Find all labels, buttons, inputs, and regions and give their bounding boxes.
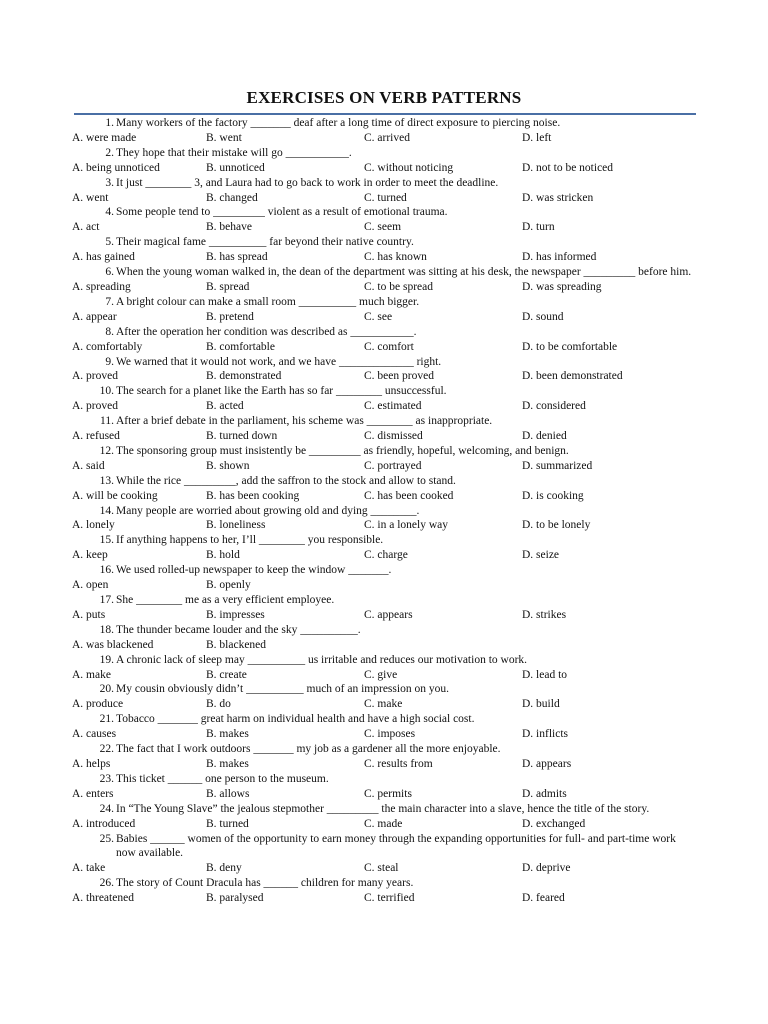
question-stem (72, 742, 692, 757)
answer-options (72, 578, 692, 593)
question-stem (72, 593, 692, 608)
answer-options (72, 861, 692, 876)
answer-options (72, 697, 692, 712)
answer-option-b: B. makes (206, 757, 249, 770)
answer-options (72, 668, 692, 683)
question-text: Many people are worried about growing old and dying ________. (116, 504, 420, 517)
question-item (72, 563, 692, 593)
answer-option-d: D. denied (522, 430, 567, 443)
answer-option-c: C. turned (364, 191, 407, 204)
question-stem (72, 802, 692, 817)
answer-options (72, 399, 692, 414)
question-text: After a brief debate in the parliament, his scheme was ________ as inappropriate. (116, 415, 493, 428)
question-item (72, 876, 692, 906)
question-text: She ________ me as a very efficient employee. (116, 594, 335, 606)
question-item (72, 295, 692, 325)
question-text: Some people tend to _________ violent as a result of emotional trauma. (116, 206, 448, 219)
question-item (72, 116, 692, 146)
answer-option-a: A. went (72, 191, 109, 204)
answer-options (72, 608, 692, 623)
question-number: 14. (99, 504, 114, 517)
answer-options (72, 459, 692, 474)
answer-option-c: C. give (364, 668, 398, 681)
answer-option-d: D. appears (522, 757, 572, 770)
question-item (72, 712, 692, 742)
answer-option-b: B. has spread (206, 251, 268, 264)
question-number: 11. (100, 415, 114, 428)
question-text: After the operation her condition was described as ___________. (116, 325, 417, 338)
answer-option-c: C. charge (364, 549, 408, 562)
answer-option-a: A. threatened (72, 892, 134, 905)
answer-option-a: A. comfortably (72, 340, 143, 353)
answer-options (72, 280, 692, 295)
question-number: 1. (105, 117, 114, 129)
answer-option-d: D. left (522, 131, 552, 144)
question-item (72, 682, 692, 712)
question-text: In “The Young Slave” the jealous stepmother _________ the main character into a slave, hence the title of the story. (116, 802, 650, 815)
question-stem (72, 295, 692, 310)
question-stem (72, 832, 692, 862)
question-stem (72, 444, 692, 459)
answer-option-c: C. without noticing (364, 161, 454, 174)
answer-option-d: D. turn (522, 221, 555, 234)
answer-option-b: B. shown (206, 459, 250, 472)
answer-option-c: C. in a lonely way (364, 519, 448, 532)
answer-option-b: B. deny (206, 862, 242, 875)
answer-option-d: D. has informed (522, 251, 597, 264)
answer-option-a: A. were made (72, 131, 137, 144)
answer-option-d: D. inflicts (522, 728, 568, 741)
answer-option-d: D. build (522, 698, 560, 711)
answer-option-d: D. seize (522, 549, 560, 562)
answer-option-b: B. went (206, 131, 242, 144)
answer-option-d: D. was stricken (522, 191, 594, 204)
answer-option-c: C. to be spread (364, 280, 433, 293)
answer-option-a: A. take (72, 862, 106, 875)
answer-option-b: B. turned down (206, 430, 278, 443)
question-item (72, 474, 692, 504)
answer-option-c: C. permits (364, 787, 412, 800)
answer-option-c: C. has been cooked (364, 489, 454, 502)
answer-option-d: D. been demonstrated (522, 370, 623, 383)
answer-option-c: C. comfort (364, 340, 414, 353)
question-number: 9. (105, 355, 114, 368)
question-stem (72, 563, 692, 578)
question-number: 18. (99, 623, 114, 636)
answer-options (72, 518, 692, 533)
question-text: Many workers of the factory _______ deaf after a long time of direct exposure to piercing noise. (116, 117, 561, 129)
question-item (72, 533, 692, 563)
question-item (72, 623, 692, 653)
answer-option-d: D. deprive (522, 862, 571, 875)
answer-option-c: C. steal (364, 862, 399, 875)
answer-option-a: A. will be cooking (72, 489, 158, 502)
question-stem (72, 355, 692, 370)
answer-option-b: B. has been cooking (206, 489, 300, 502)
answer-option-b: B. loneliness (206, 519, 266, 532)
answer-option-a: A. said (72, 459, 105, 472)
answer-option-a: A. make (72, 668, 111, 681)
answer-option-a: A. helps (72, 757, 111, 770)
question-number: 10. (99, 385, 114, 398)
question-item (72, 325, 692, 355)
answer-option-c: C. results from (364, 757, 433, 770)
question-number: 23. (99, 772, 114, 785)
answer-option-a: A. has gained (72, 251, 135, 264)
question-stem (72, 712, 692, 727)
question-text: My cousin obviously didn’t __________ much of an impression on you. (116, 683, 449, 696)
question-number: 15. (99, 534, 114, 547)
question-stem (72, 772, 692, 787)
question-number: 6. (105, 266, 114, 279)
question-number: 24. (99, 802, 114, 815)
question-text: A chronic lack of sleep may __________ us irritable and reduces our motivation to work. (116, 653, 528, 666)
answer-option-a: A. proved (72, 400, 118, 413)
question-stem (72, 623, 692, 638)
answer-option-c: C. portrayed (364, 459, 422, 472)
answer-option-b: B. paralysed (206, 892, 264, 905)
answer-option-b: B. demonstrated (206, 370, 282, 383)
answer-option-b: B. do (206, 698, 231, 711)
answer-option-c: C. appears (364, 608, 413, 621)
question-number: 16. (99, 564, 114, 577)
answer-options (72, 548, 692, 563)
answer-option-c: C. has known (364, 251, 427, 264)
question-text: The fact that I work outdoors _______ my job as a gardener all the more enjoyable. (116, 743, 501, 756)
question-text: Their magical fame __________ far beyond their native country. (116, 236, 414, 249)
question-number: 13. (99, 474, 114, 487)
answer-option-d: D. considered (522, 400, 586, 413)
question-stem (72, 653, 692, 668)
answer-option-b: B. blackened (206, 638, 267, 651)
question-text: We warned that it would not work, and we have _____________ right. (116, 355, 442, 368)
answer-options (72, 340, 692, 355)
question-item (72, 742, 692, 772)
question-number: 2. (105, 146, 114, 159)
answer-option-d: D. not to be noticed (522, 161, 614, 174)
answer-options (72, 131, 692, 146)
answer-options (72, 727, 692, 742)
question-item (72, 772, 692, 802)
question-text: When the young woman walked in, the dean of the department was sitting at his desk, the newspaper _________ before him. (116, 266, 692, 279)
question-stem (72, 474, 692, 489)
question-text: The sponsoring group must insistently be _________ as friendly, hopeful, welcoming, and benign. (116, 444, 569, 457)
question-text: If anything happens to her, I’ll ________ you responsible. (116, 534, 384, 547)
question-item (72, 504, 692, 534)
question-stem (72, 176, 692, 191)
answer-options (72, 191, 692, 206)
answer-option-c: C. terrified (364, 892, 415, 905)
answer-option-a: A. was blackened (72, 638, 154, 651)
question-text: This ticket ______ one person to the museum. (116, 772, 329, 785)
question-item (72, 593, 692, 623)
question-stem (72, 265, 692, 280)
question-stem (72, 504, 692, 519)
question-list (72, 116, 692, 906)
answer-option-a: A. act (72, 221, 100, 234)
question-item (72, 832, 692, 877)
answer-option-a: A. spreading (72, 280, 131, 293)
answer-option-c: C. been proved (364, 370, 434, 383)
question-item (72, 265, 692, 295)
question-number: 8. (105, 325, 114, 338)
answer-option-a: A. being unnoticed (72, 161, 160, 174)
answer-option-b: B. comfortable (206, 340, 275, 353)
answer-options (72, 489, 692, 504)
answer-option-d: D. to be lonely (522, 519, 591, 532)
answer-option-b: B. behave (206, 221, 252, 234)
answer-options (72, 817, 692, 832)
question-item (72, 384, 692, 414)
answer-options (72, 310, 692, 325)
page-title: EXERCISES ON VERB PATTERNS (246, 88, 522, 107)
question-number: 3. (105, 176, 114, 189)
question-item (72, 355, 692, 385)
question-item (72, 653, 692, 683)
answer-option-a: A. appear (72, 310, 117, 323)
answer-option-c: C. made (364, 817, 403, 830)
answer-option-b: B. openly (206, 579, 251, 592)
answer-option-a: A. keep (72, 549, 108, 562)
answer-option-c: C. arrived (364, 131, 410, 144)
title-divider (74, 113, 696, 115)
answer-options (72, 429, 692, 444)
answer-option-a: A. open (72, 579, 109, 592)
question-number: 21. (99, 713, 114, 726)
answer-option-a: A. lonely (72, 519, 115, 532)
question-text: They hope that their mistake will go ___________. (116, 146, 352, 159)
answer-option-b: B. impresses (206, 608, 265, 621)
answer-option-b: B. makes (206, 728, 249, 741)
question-number: 12. (99, 444, 114, 457)
answer-option-c: C. make (364, 698, 403, 711)
question-number: 19. (99, 653, 114, 666)
answer-options (72, 161, 692, 176)
answer-options (72, 369, 692, 384)
question-item (72, 802, 692, 832)
answer-options (72, 220, 692, 235)
answer-options (72, 250, 692, 265)
answer-option-d: D. summarized (522, 459, 593, 472)
answer-option-a: A. produce (72, 698, 124, 711)
question-item (72, 205, 692, 235)
answer-option-d: D. lead to (522, 668, 568, 681)
answer-option-b: B. create (206, 668, 247, 681)
answer-option-b: B. hold (206, 549, 240, 562)
answer-option-a: A. refused (72, 430, 120, 443)
answer-option-d: D. was spreading (522, 280, 602, 293)
question-text: The search for a planet like the Earth has so far ________ unsuccessful. (116, 385, 447, 398)
answer-options (72, 891, 692, 906)
answer-option-b: B. allows (206, 787, 250, 800)
question-number: 25. (99, 832, 114, 845)
question-stem (72, 116, 692, 131)
answer-option-d: D. feared (522, 892, 565, 905)
answer-option-c: C. imposes (364, 728, 416, 741)
answer-option-d: D. admits (522, 787, 567, 800)
answer-options (72, 787, 692, 802)
question-text: We used rolled-up newspaper to keep the window _______. (116, 564, 392, 577)
answer-option-b: B. unnoticed (206, 161, 265, 174)
answer-option-a: A. proved (72, 370, 118, 383)
answer-option-b: B. changed (206, 191, 258, 204)
question-text: The thunder became louder and the sky __________. (116, 623, 361, 636)
answer-option-c: C. see (364, 310, 393, 323)
answer-options (72, 757, 692, 772)
answer-option-b: B. turned (206, 817, 249, 830)
question-text: Tobacco _______ great harm on individual health and have a high social cost. (116, 713, 475, 726)
answer-option-a: A. causes (72, 728, 117, 741)
question-stem (72, 876, 692, 891)
question-item (72, 176, 692, 206)
question-number: 22. (99, 743, 114, 756)
answer-option-d: D. exchanged (522, 817, 586, 830)
answer-option-d: D. strikes (522, 608, 567, 621)
answer-option-d: D. to be comfortable (522, 340, 618, 353)
question-number: 20. (99, 683, 114, 696)
question-item (72, 235, 692, 265)
question-number: 17. (99, 594, 114, 606)
question-number: 26. (99, 877, 114, 890)
question-text: Babies ______ women of the opportunity to earn money through the expanding opportunities for full- and part-time work now available. (116, 832, 676, 860)
answer-option-b: B. pretend (206, 310, 254, 323)
question-text: While the rice _________, add the saffron to the stock and allow to stand. (116, 474, 456, 487)
question-text: A bright colour can make a small room __________ much bigger. (116, 295, 420, 308)
answer-option-a: A. introduced (72, 817, 136, 830)
question-stem (72, 325, 692, 340)
question-item (72, 146, 692, 176)
question-stem (72, 533, 692, 548)
answer-option-b: B. acted (206, 400, 244, 413)
question-stem (72, 682, 692, 697)
question-number: 5. (105, 236, 114, 249)
question-stem (72, 205, 692, 220)
answer-option-c: C. seem (364, 221, 402, 234)
question-number: 7. (105, 295, 114, 308)
answer-option-a: A. enters (72, 787, 114, 800)
answer-option-d: D. sound (522, 310, 564, 323)
answer-option-b: B. spread (206, 280, 250, 293)
answer-option-c: C. dismissed (364, 430, 423, 443)
question-stem (72, 146, 692, 161)
answer-option-a: A. puts (72, 608, 106, 621)
question-stem (72, 414, 692, 429)
question-stem (72, 384, 692, 399)
answer-options (72, 638, 692, 653)
question-number: 4. (105, 206, 114, 219)
answer-option-c: C. estimated (364, 400, 422, 413)
question-item (72, 444, 692, 474)
question-text: It just ________ 3, and Laura had to go back to work in order to meet the deadline. (116, 176, 499, 189)
question-item (72, 414, 692, 444)
question-stem (72, 235, 692, 250)
question-text: The story of Count Dracula has ______ children for many years. (116, 877, 414, 890)
answer-option-d: D. is cooking (522, 489, 584, 502)
